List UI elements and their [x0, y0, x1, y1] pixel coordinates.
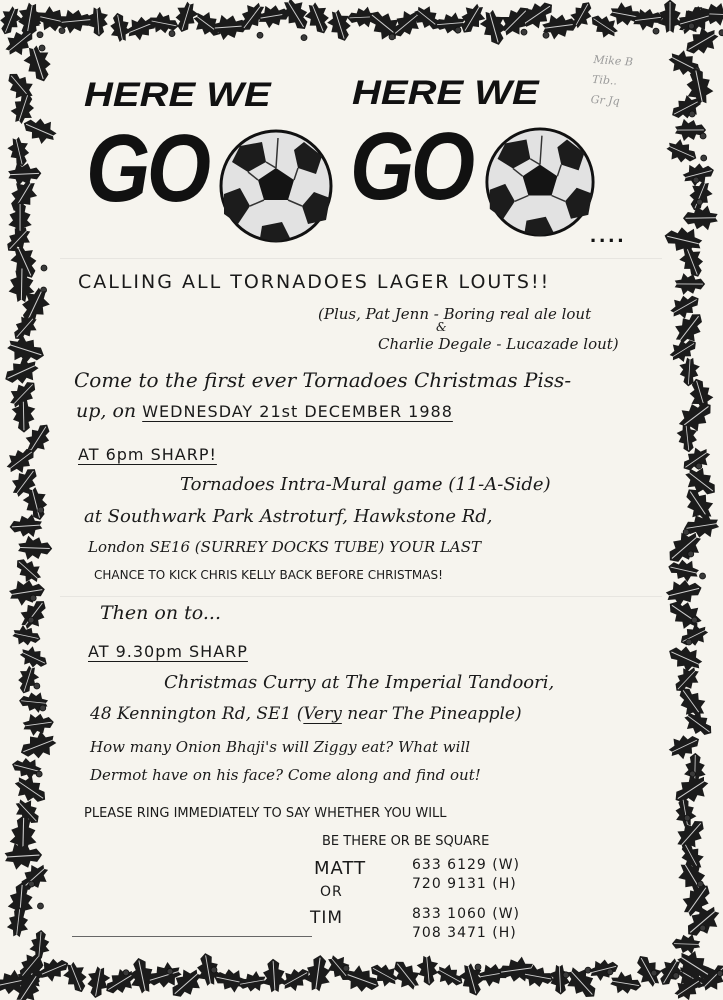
ampersand: & [436, 320, 447, 334]
holly-berry-icon [651, 970, 657, 976]
holly-leaf-icon [14, 664, 42, 697]
pencil-note [590, 50, 654, 114]
headline-go-left: GO [86, 115, 208, 222]
holly-berry-icon [39, 45, 45, 51]
contact-or: OR [320, 884, 343, 900]
headline-trailing-dots: .... [590, 222, 627, 247]
ring-line-1: PLEASE RING IMMEDIATELY TO SAY WHETHER YOU WILL [84, 806, 447, 821]
holly-leaf-icon [236, 970, 268, 995]
nine-line-3: How many Onion Bhaji's will Ziggy eat? What will [90, 738, 471, 756]
holly-berry-icon [37, 903, 43, 909]
holly-berry-icon [693, 177, 699, 183]
holly-leaf-icon [663, 136, 700, 169]
holly-leaf-icon [434, 12, 466, 36]
holly-leaf-icon [609, 970, 643, 997]
holly-leaf-icon [632, 6, 665, 31]
six-line-3: London SE16 (SURREY DOCKS TUBE) YOUR LAST [88, 538, 482, 556]
holly-berry-icon [543, 32, 549, 38]
holly-berry-icon [700, 925, 706, 931]
holly-berry-icon [688, 551, 694, 557]
six-pm-heading: AT 6pm SHARP! [78, 445, 217, 464]
fold-crease [60, 596, 662, 597]
nine-line-2-post: near The Pineapple) [341, 704, 522, 724]
phone-matt-work: 633 6129 (W) [412, 857, 521, 873]
holly-leaf-icon [9, 754, 43, 782]
nine-line-4: Dermot have on his face? Come along and find out! [90, 766, 481, 784]
holly-berry-icon [700, 133, 706, 139]
holly-berry-icon [36, 771, 42, 777]
holly-leaf-icon [664, 575, 705, 608]
come-line-1: Come to the first ever Tornadoes Christmas Piss- [74, 368, 572, 392]
holly-berry-icon [41, 265, 47, 271]
holly-berry-icon [697, 199, 703, 205]
holly-berry-icon [700, 573, 706, 579]
event-date: WEDNESDAY 21st DECEMBER 1988 [142, 402, 453, 421]
holly-leaf-icon [6, 906, 31, 938]
holly-berry-icon [475, 964, 481, 970]
then-on-to: Then on to... [100, 602, 222, 624]
holly-berry-icon [688, 23, 694, 29]
six-line-1: Tornadoes Intra-Mural game (11-A-Side) [180, 474, 551, 495]
holly-leaf-icon [18, 535, 53, 560]
holly-berry-icon [169, 31, 175, 37]
holly-berry-icon [684, 815, 690, 821]
plus-line: (Plus, Pat Jenn - Boring real ale lout [318, 305, 592, 323]
holly-berry-icon [455, 27, 461, 33]
holly-leaf-icon [16, 727, 59, 765]
holly-leaf-icon [680, 22, 723, 61]
holly-leaf-icon [1, 67, 38, 105]
holly-leaf-icon [148, 10, 181, 36]
holly-berry-icon [343, 965, 349, 971]
charlie-line: Charlie Degale - Lucazade lout) [378, 335, 619, 353]
phone-tim-home: 708 3471 (H) [412, 925, 517, 941]
holly-berry-icon [30, 595, 36, 601]
headline-here-we-right: HERE WE [352, 74, 539, 112]
contact-name-tim: TIM [310, 908, 344, 928]
calling-line: CALLING ALL TORNADOES LAGER LOUTS!! [78, 271, 551, 293]
six-line-2: at Southwark Park Astroturf, Hawkstone Rd, [84, 506, 493, 527]
holly-border-top [0, 0, 723, 48]
holly-leaf-icon [84, 965, 112, 1000]
holly-berry-icon [29, 881, 35, 887]
fold-crease [60, 258, 662, 259]
come-line-2 [76, 400, 453, 422]
holly-berry-icon [607, 969, 613, 975]
holly-berry-icon [521, 29, 527, 35]
holly-berry-icon [691, 617, 697, 623]
holly-leaf-icon [683, 205, 718, 230]
nine-thirty-heading: AT 9.30pm SHARP [88, 642, 248, 661]
holly-berry-icon [701, 155, 707, 161]
holly-leaf-icon [681, 159, 717, 189]
football-icon [484, 126, 596, 238]
holly-leaf-icon [675, 273, 705, 295]
nine-line-1: Christmas Curry at The Imperial Tandoori, [164, 672, 555, 693]
holly-leaf-icon [261, 958, 287, 993]
come-line-2-pre: up, on [76, 400, 143, 422]
holly-leaf-icon [22, 711, 56, 737]
holly-leaf-icon [301, 0, 334, 38]
holly-leaf-icon [29, 929, 52, 959]
headline-here-we-left: HERE WE [84, 76, 271, 114]
headline-go-right: GO [350, 113, 472, 220]
very-emphasis: Very [303, 704, 342, 724]
holly-berry-icon [686, 639, 692, 645]
nine-line-2 [90, 704, 522, 724]
football-icon [218, 128, 334, 244]
ring-line-2: BE THERE OR BE SQUARE [322, 834, 490, 849]
phone-tim-work: 833 1060 (W) [412, 906, 521, 922]
phone-matt-home: 720 9131 (H) [412, 876, 517, 892]
holly-leaf-icon [416, 955, 440, 987]
holly-berry-icon [34, 683, 40, 689]
pencil-note-line: Gr Jq [590, 92, 621, 108]
holly-border-right [662, 0, 723, 1000]
holly-berry-icon [211, 967, 217, 973]
holly-leaf-icon [5, 135, 32, 169]
holly-leaf-icon [324, 7, 355, 44]
six-line-4: CHANCE TO KICK CHRIS KELLY BACK BEFORE CHRISTMAS! [94, 568, 443, 582]
holly-berry-icon [123, 970, 129, 976]
holly-leaf-icon [107, 11, 133, 43]
holly-berry-icon [653, 28, 659, 34]
holly-berry-icon [257, 32, 263, 38]
holly-berry-icon [167, 968, 173, 974]
holly-leaf-icon [8, 90, 39, 127]
holly-berry-icon [28, 617, 34, 623]
holly-border-bottom [0, 948, 723, 1000]
pencil-note-line: Tib.. [591, 72, 618, 88]
contact-name-matt: MATT [314, 858, 367, 879]
holly-leaf-icon [672, 934, 701, 955]
pencil-note-line: Mike B [593, 52, 634, 69]
holly-berry-icon [38, 507, 44, 513]
holly-leaf-icon [674, 3, 714, 36]
holly-leaf-icon [8, 202, 31, 235]
holly-berry-icon [301, 35, 307, 41]
nine-line-2-pre: 48 Kennington Rd, SE1 ( [90, 704, 304, 724]
holly-berry-icon [696, 463, 702, 469]
holly-berry-icon [689, 111, 695, 117]
holly-border-left [0, 0, 60, 1000]
holly-leaf-icon [668, 769, 713, 811]
holly-leaf-icon [8, 161, 42, 186]
holly-berry-icon [40, 705, 46, 711]
rule-line [72, 936, 312, 937]
